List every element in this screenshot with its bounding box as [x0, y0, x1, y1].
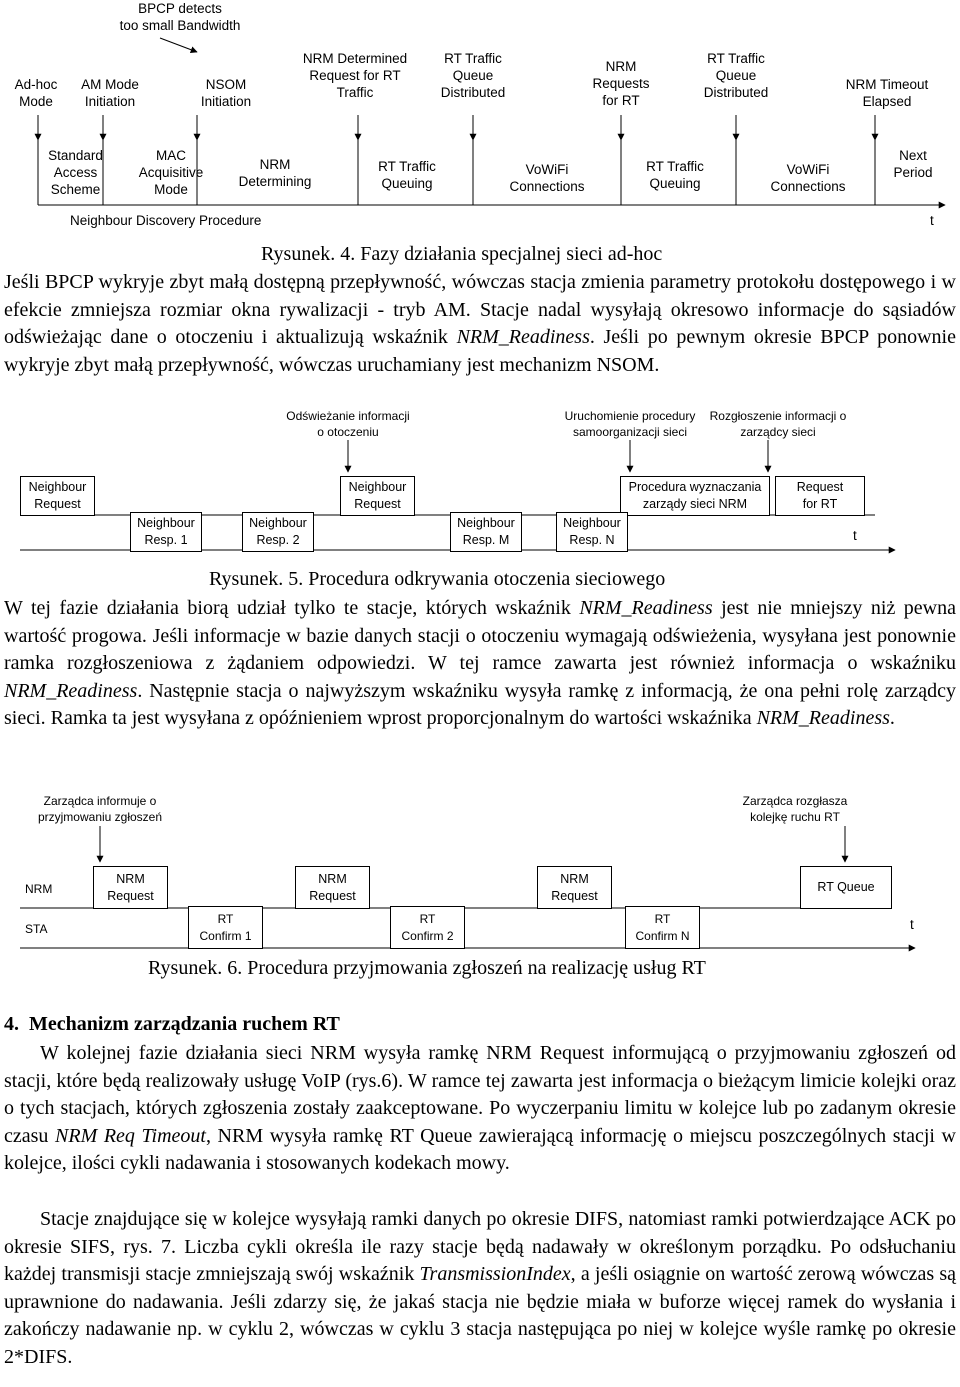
frame-rt-confirm: RT Confirm N	[625, 906, 700, 949]
event-label: NRM Determined Request for RT Traffic	[302, 51, 408, 100]
frame-neighbour-resp: Neighbour Resp. 2	[242, 512, 314, 552]
phase-label: Next Period	[893, 148, 933, 180]
row-label-nrm: NRM	[25, 882, 53, 896]
annotation: Uruchomienie procedury samoorganizacji sieci	[564, 409, 696, 439]
frame-nrm-request: NRM Request	[537, 866, 612, 909]
annotation: Zarządca informuje o przyjmowaniu zgłoszeń	[37, 794, 163, 824]
phase-label: RT Traffic Queuing	[646, 159, 704, 191]
frame-nrm-request: NRM Request	[295, 866, 370, 909]
event-label: NRM Timeout Elapsed	[845, 77, 929, 109]
event-label: Ad-hoc Mode	[14, 77, 58, 109]
time-label: t	[930, 213, 934, 228]
frame-rt-queue: RT Queue	[800, 866, 892, 909]
phase-label: VoWiFi Connections	[509, 162, 585, 194]
frame-rt-confirm: RT Confirm 2	[390, 906, 465, 949]
section-heading: 4. Mechanizm zarządzania ruchem RT	[4, 1013, 340, 1035]
event-label: NRM Requests for RT	[592, 59, 650, 108]
section-paragraph-1: W kolejnej fazie działania sieci NRM wysyła ramkę NRM Request informującą o przyjmowaniu zgłoszeń od stacji, które będą realizowały usługę VoIP (rys.6). W ramce tej zawarta jest informacja o bieżącym limicie kolejki oraz o tych stacjach, których zgłoszenia zostały zaakceptowane. Po wyczerpaniu limitu w kolejce lub po zadanym okresie czasu NRM Req Timeout, NRM wysyła ramkę RT Queue zawierającą informację o miejscu poszczególnych stacji w kolejce, ilości cykli nadawania i stosowanych kodekach mowy.	[4, 1042, 957, 1174]
frame-nrm-procedure: Procedura wyznaczania zarządy sieci NRM	[620, 476, 770, 516]
phase-label: NRM Determining	[238, 157, 312, 189]
caption-fig4: Rysunek. 4. Fazy działania specjalnej sieci ad-hoc	[261, 243, 663, 265]
frame-nrm-request: NRM Request	[93, 866, 168, 909]
time-label: t	[853, 528, 857, 543]
phase-label: MAC Acquisitive Mode	[138, 148, 204, 197]
time-label: t	[910, 917, 914, 932]
event-label: RT Traffic Queue Distributed	[440, 51, 506, 100]
frame-neighbour-request: Neighbour Request	[20, 476, 95, 516]
phase-label: RT Traffic Queuing	[378, 159, 436, 191]
row-label-sta: STA	[25, 922, 48, 936]
frame-neighbour-resp: Neighbour Resp. M	[450, 512, 522, 552]
phase-label: Standard Access Scheme	[48, 148, 103, 197]
frame-neighbour-resp: Neighbour Resp. N	[556, 512, 628, 552]
frame-neighbour-resp: Neighbour Resp. 1	[130, 512, 202, 552]
annotation: Odświeżanie informacji o otoczeniu	[286, 409, 410, 439]
bpcp-note: BPCP detects too small Bandwidth	[119, 1, 241, 33]
bottom-label: Neighbour Discovery Procedure	[70, 213, 262, 228]
frame-neighbour-request: Neighbour Request	[340, 476, 415, 516]
paragraph-1: Jeśli BPCP wykryje zbyt małą dostępną przepływność, wówczas stacja zmienia parametry protokołu dostępowego i w efekcie zmniejsza rozmiar okna rywalizacji - tryb AM. Stacje nadal wysyłają okresowo informacje do sąsiadów odświeżając dane o otoczeniu i aktualizują wskaźnik NRM_Readiness. Jeśli po pewnym okresie BPCP ponownie wykryje zbyt małą przepływność, wówczas uruchamiany jest mechanizm NSOM.	[4, 271, 956, 376]
caption-fig6: Rysunek. 6. Procedura przyjmowania zgłoszeń na realizację usług RT	[148, 957, 706, 979]
phase-label: VoWiFi Connections	[770, 162, 846, 194]
frame-rt-confirm: RT Confirm 1	[188, 906, 263, 949]
frame-request-rt: Request for RT	[775, 476, 865, 516]
event-label: NSOM Initiation	[200, 77, 252, 109]
paragraph-2: W tej fazie działania biorą udział tylko te stacje, których wskaźnik NRM_Readiness jest nie mniejszy niż pewna wartość progowa. Jeśli informacje w bazie danych stacji o otoczeniu wymagają odświeżenia, wysyłana jest ponownie ramka rozgłoszeniowa z żądaniem odpowiedzi. W tej ramce zawarta jest również informacja o wskaźniku NRM_Readiness. Następnie stacja o najwyższym wskaźniku wysyła ramkę z informacją, że ona pełni rolę zarządcy sieci. Ramka ta jest wysyłana z opóźnieniem wprost proporcjonalnym do wartości wskaźnika NRM_Readiness.	[4, 597, 956, 729]
caption-fig5: Rysunek. 5. Procedura odkrywania otoczenia sieciowego	[209, 568, 666, 590]
section-paragraph-2: Stacje znajdujące się w kolejce wysyłają ramki danych po okresie DIFS, natomiast ramki potwierdzające ACK po okresie SIFS, rys. 7. Liczba cykli określa ile razy stacje będą nadawały w określonym porządku. Po odsłuchaniu każdej transmisji stacje zmniejszają swój wskaźnik TransmissionIndex, a jeśli osiągnie on wartość zerową wówczas są uprawnione do nadawania. Jeśli zdarzy się, że jakaś stacja nie będzie miała w buforze więcej ramek do wysłania i zakończy nadawanie np. w cyklu 2, wówczas w cyklu 3 stacja następująca po niej w kolejce wyśle ramkę po okresie 2*DIFS.	[4, 1208, 956, 1368]
annotation: Zarządca rozgłasza kolejkę ruchu RT	[742, 794, 848, 824]
event-label: AM Mode Initiation	[81, 77, 139, 109]
event-label: RT Traffic Queue Distributed	[703, 51, 769, 100]
annotation: Rozgłoszenie informacji o zarządcy sieci	[709, 409, 847, 439]
